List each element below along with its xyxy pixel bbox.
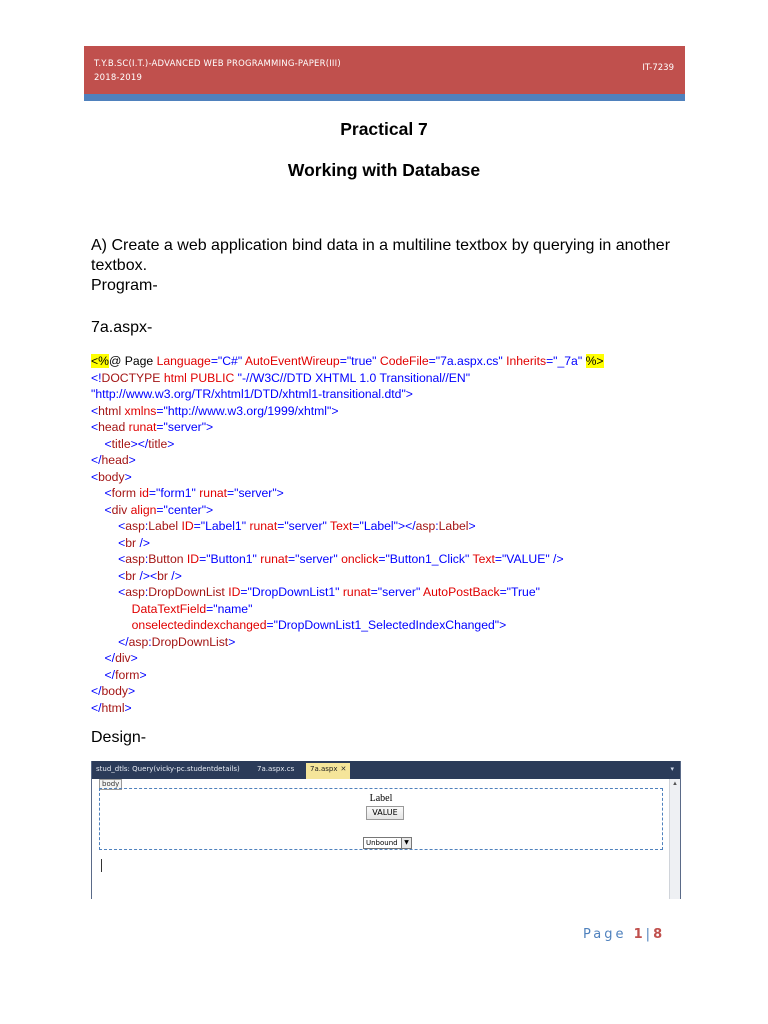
header-course [94, 57, 341, 85]
code-listing [91, 353, 711, 716]
program-label: Program- [91, 277, 158, 294]
label-control: Label [369, 793, 393, 804]
tab-query[interactable]: stud_dtls: Query(vicky-pc.studentdetails) [96, 765, 240, 773]
designer-view [91, 761, 681, 899]
code-line: <asp:DropDownList ID="DropDownList1" runat="server" AutoPostBack="True" [91, 585, 540, 599]
header-code: IT-7239 [642, 63, 674, 73]
code-line: <title></title> [91, 436, 175, 451]
code-line: <!DOCTYPE html PUBLIC "-//W3C//DTD XHTML 1.0 Transitional//EN" [91, 370, 471, 385]
tab-codebehind[interactable]: 7a.aspx.cs [257, 765, 295, 773]
code-line: <html xmlns="http://www.w3.org/1999/xhtml"> [91, 403, 339, 418]
code-line: <asp:Label ID="Label1" runat="server" Text="Label"></asp:Label> [91, 519, 476, 533]
chevron-down-icon[interactable]: ▾ [670, 766, 674, 773]
code-line: onselectedindexchanged="DropDownList1_SelectedIndexChanged"> [131, 618, 507, 632]
task-paragraph [91, 236, 691, 296]
page-separator: | [645, 927, 651, 942]
document-tab-bar [92, 761, 680, 779]
close-icon[interactable]: ✕ [340, 765, 347, 773]
code-line: <div align="center"> [91, 502, 214, 517]
body-tag-chip[interactable]: body [99, 779, 122, 790]
code-line: <%@ Page Language="C#" AutoEventWireup="true" CodeFile="7a.aspx.cs" Inherits="_7a" %> [91, 354, 604, 368]
value-button[interactable]: VALUE [366, 806, 404, 820]
page-total: 8 [653, 927, 663, 942]
page-current: 1 [633, 927, 643, 942]
header-band [84, 46, 685, 94]
code-line: <asp:Button ID="Button1" runat="server" onclick="Button1_Click" Text="VALUE" /> [91, 552, 564, 566]
tab-aspx[interactable] [306, 763, 350, 779]
practical-topic: Working with Database [287, 160, 481, 180]
dropdown-value: Unbound [366, 839, 398, 847]
tab-aspx-label: 7a.aspx [310, 765, 338, 773]
code-line: </asp:DropDownList> [91, 634, 236, 649]
header-course-title: T.Y.B.SC(I.T.)-ADVANCED WEB PROGRAMMING-PAPER(III) [94, 59, 341, 69]
dropdown-list[interactable] [363, 837, 412, 849]
file-label: 7a.aspx- [91, 319, 153, 336]
practical-title: Practical 7 [340, 119, 428, 139]
code-line: <body> [91, 469, 132, 484]
header-stripe [84, 94, 685, 101]
code-line: DataTextField="name" [131, 601, 253, 616]
vertical-scrollbar[interactable] [669, 779, 680, 899]
header-year: 2018-2019 [94, 73, 143, 83]
code-line: <head runat="server"> [91, 420, 214, 434]
code-line: </html> [91, 700, 132, 715]
design-label: Design- [91, 729, 147, 746]
task-text: A) Create a web application bind data in a multiline textbox by querying in another textbox. [91, 237, 671, 274]
code-line: </body> [91, 684, 136, 698]
code-line: </head> [91, 453, 136, 467]
code-line: <form id="form1" runat="server"> [91, 486, 284, 500]
code-line: "http://www.w3.org/TR/xhtml1/DTD/xhtml1-transitional.dtd"> [91, 387, 413, 401]
code-line: </div> [91, 651, 138, 665]
text-caret [101, 859, 102, 872]
scroll-up-icon[interactable]: ▲ [672, 781, 678, 787]
code-line: <br /><br /> [91, 568, 182, 583]
code-line: </form> [91, 667, 147, 682]
center-div[interactable] [99, 788, 663, 850]
dropdown-arrow-icon[interactable]: ▼ [401, 838, 411, 848]
page-footer [583, 927, 662, 942]
code-line: <br /> [91, 535, 150, 550]
page-word: Page [583, 927, 627, 942]
